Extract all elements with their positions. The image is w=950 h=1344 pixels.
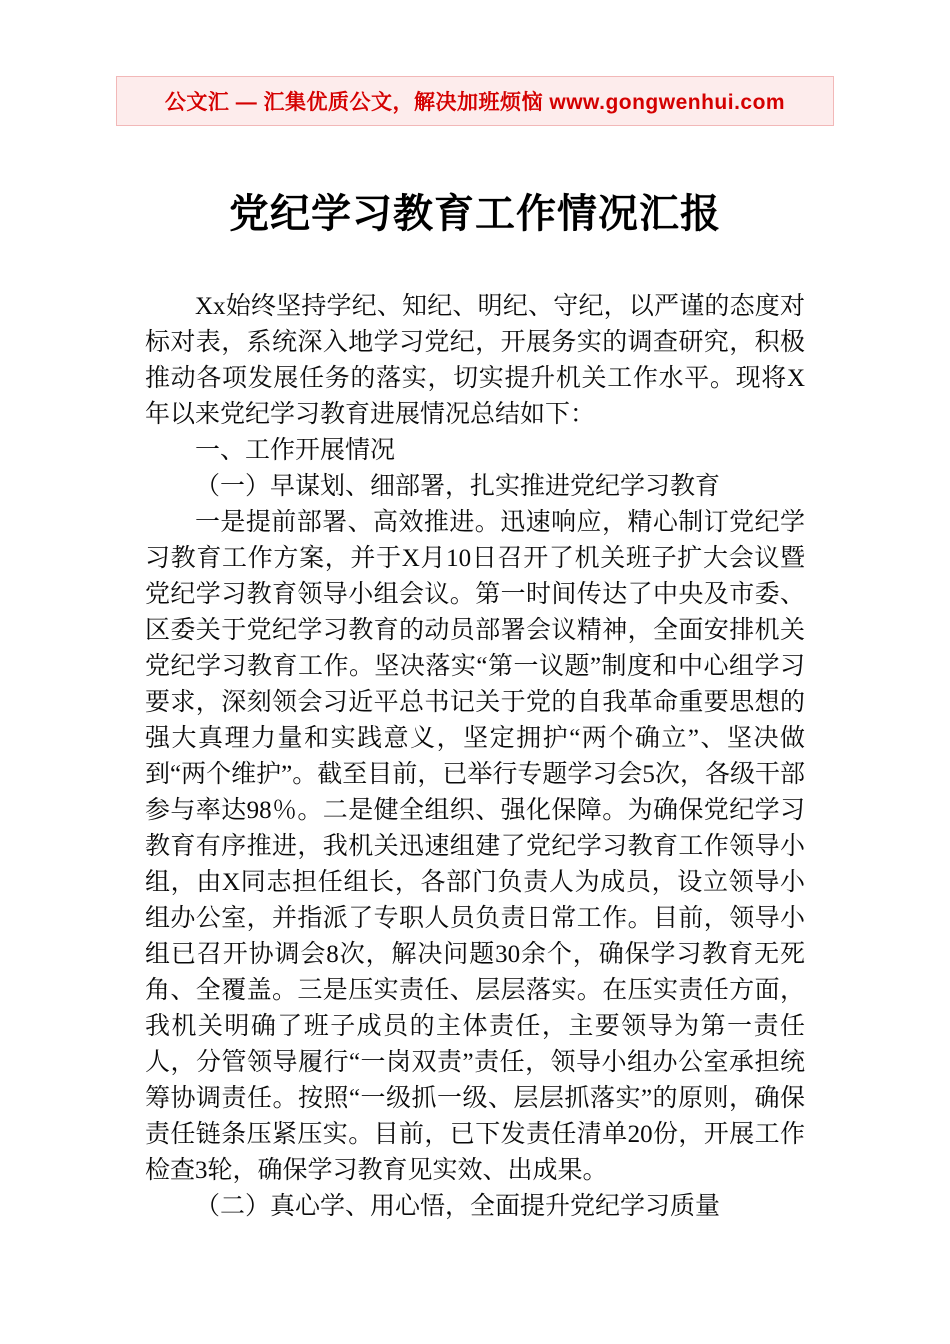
document-body	[0, 289, 950, 1225]
banner-text: 公文汇 — 汇集优质公文，解决加班烦恼 www.gongwenhui.com	[164, 91, 786, 114]
site-banner	[116, 76, 834, 126]
subsection-heading-1-1: （一）早谋划、细部署，扎实推进党纪学习教育	[195, 473, 721, 500]
paragraph-intro: Xx始终坚持学纪、知纪、明纪、守纪，以严谨的态度对标对表，系统深入地学习党纪，开展务实的调查研究，积极推动各项发展任务的落实，切实提升机关工作水平。现将X年以来党纪学习教育进展情况总结如下：	[145, 293, 805, 428]
document-title: 党纪学习教育工作情况汇报	[229, 192, 721, 236]
subsection-heading-1-2: （二）真心学、用心悟，全面提升党纪学习质量	[195, 1193, 721, 1220]
paragraph-section-1-1: 一是提前部署、高效推进。迅速响应，精心制订党纪学习教育工作方案，并于X月10日召开了机关班子扩大会议暨党纪学习教育领导小组会议。第一时间传达了中央及市委、区委关于党纪学习教育的动员部署会议精神，全面安排机关党纪学习教育工作。坚决落实“第一议题”制度和中心组学习要求，深刻领会习近平总书记关于党的自我革命重要思想的强大真理力量和实践意义，坚定拥护“两个确立”、坚决做到“两个维护”。截至目前，已举行专题学习会5次，各级干部参与率达98％。二是健全组织、强化保障。为确保党纪学习教育有序推进，我机关迅速组建了党纪学习教育工作领导小组，由X同志担任组长，各部门负责人为成员，设立领导小组办公室，并指派了专职人员负责日常工作。目前，领导小组已召开协调会8次，解决问题30余个，确保学习教育无死角、全覆盖。三是压实责任、层层落实。在压实责任方面，我机关明确了班子成员的主体责任，主要领导为第一责任人，分管领导履行“一岗双责”责任，领导小组办公室承担统筹协调责任。按照“一级抓一级、层层抓落实”的原则，确保责任链条压紧压实。目前，已下发责任清单20份，开展工作检查3轮，确保学习教育见实效、出成果。	[145, 509, 805, 1184]
section-heading-1: 一、工作开展情况	[195, 437, 396, 464]
